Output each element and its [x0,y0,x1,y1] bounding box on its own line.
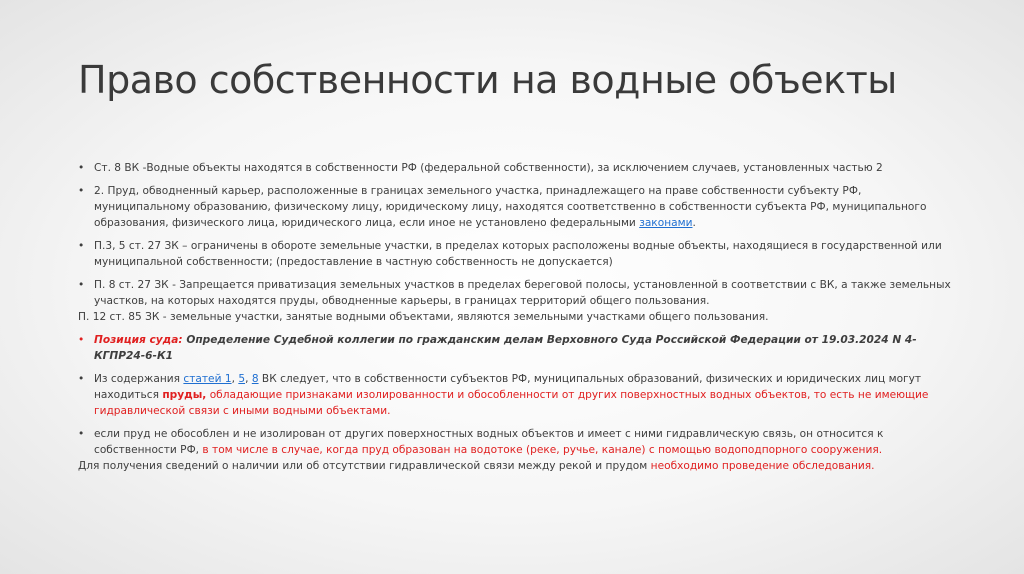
item-extra: Для получения сведений о наличии или об отсутствии гидравлической связи между рекой и прудом [78,460,651,472]
bullet-icon: • [78,240,85,252]
ponds-highlight: пруды, [162,389,207,401]
item-extra-red: необходимо проведение обследования. [650,460,875,472]
sep: , [231,373,239,385]
bullet-icon: • [78,185,85,197]
item-pre: Из содержания [94,373,184,385]
item-red: в том числе в случае, когда пруд образован на водотоке (реке, ручье, канале) с помощью водоподпорного сооружения. [202,444,883,456]
bullet-item-4 [78,277,958,325]
court-position-label: Позиция суда: [94,334,183,346]
bullet-icon: • [78,279,85,291]
slide-content [78,160,958,481]
court-decision-text: Определение Судебной коллегии по гражданским делам Верховного Суда Российской Федерации от 19.03.2024 N 4-КГПР24-6-К1 [94,334,917,362]
item-tail: . [692,217,696,229]
sep: , [245,373,252,385]
article-5-link[interactable]: 5 [238,373,246,385]
bullet-item-3 [78,238,958,270]
bullet-icon: • [78,428,85,440]
bullet-item-6 [78,371,958,419]
item-text: 2. Пруд, обводненный карьер, расположенные в границах земельного участка, принадлежащего на праве собственности субъекту РФ, муниципальному образованию, физическому лицу, юридическому лицу, находятся соответственно в собственности субъекта РФ, муниципального образования, физического лица, юридического лица, если иное не установлено федеральными [94,185,927,229]
item-text: Ст. 8 ВК -Водные объекты находятся в собственности РФ (федеральной собственности), за исключением случаев, установленных частью 2 [94,162,883,174]
bullet-item-5 [78,332,958,364]
article-1-link[interactable]: статей 1 [183,373,232,385]
bullet-icon: • [78,334,85,346]
ponds-description: обладающие признаками изолированности и обособленности от других поверхностных водных объектов, то есть не имеющие гидравлической связи с иными водными объектами. [94,389,929,417]
bullet-item-1 [78,160,958,176]
bullet-icon: • [78,373,85,385]
item-extra: П. 12 ст. 85 ЗК - земельные участки, занятые водными объектами, являются земельными участками общего пользования. [78,311,769,323]
laws-link[interactable]: законами [639,217,693,229]
item-text: если пруд не обособлен и не изолирован от других поверхностных водных объектов и имеет с ними гидравлическую связь, он относится к собственности РФ, [94,428,884,456]
article-8-link[interactable]: 8 [251,373,259,385]
slide-title: Право собственности на водные объекты [78,58,897,102]
item-mid: ВК следует, что в собственности субъектов РФ, муниципальных образований, физических и юридических лиц могут находиться [94,373,922,401]
bullet-item-7 [78,426,958,474]
item-text: П.3, 5 ст. 27 ЗК – ограничены в обороте земельные участки, в пределах которых расположены водные объекты, находящиеся в государственной или муниципальной собственности; (предоставление в частную собственность не допускается) [94,240,942,268]
item-text: П. 8 ст. 27 ЗК - Запрещается приватизация земельных участков в пределах береговой полосы, установленной в соответствии с ВК, а также земельных участков, на которых находятся пруды, обводненные карьеры, в границах территорий общего пользования. [94,279,951,307]
bullet-item-2 [78,183,958,231]
bullet-icon: • [78,162,85,174]
